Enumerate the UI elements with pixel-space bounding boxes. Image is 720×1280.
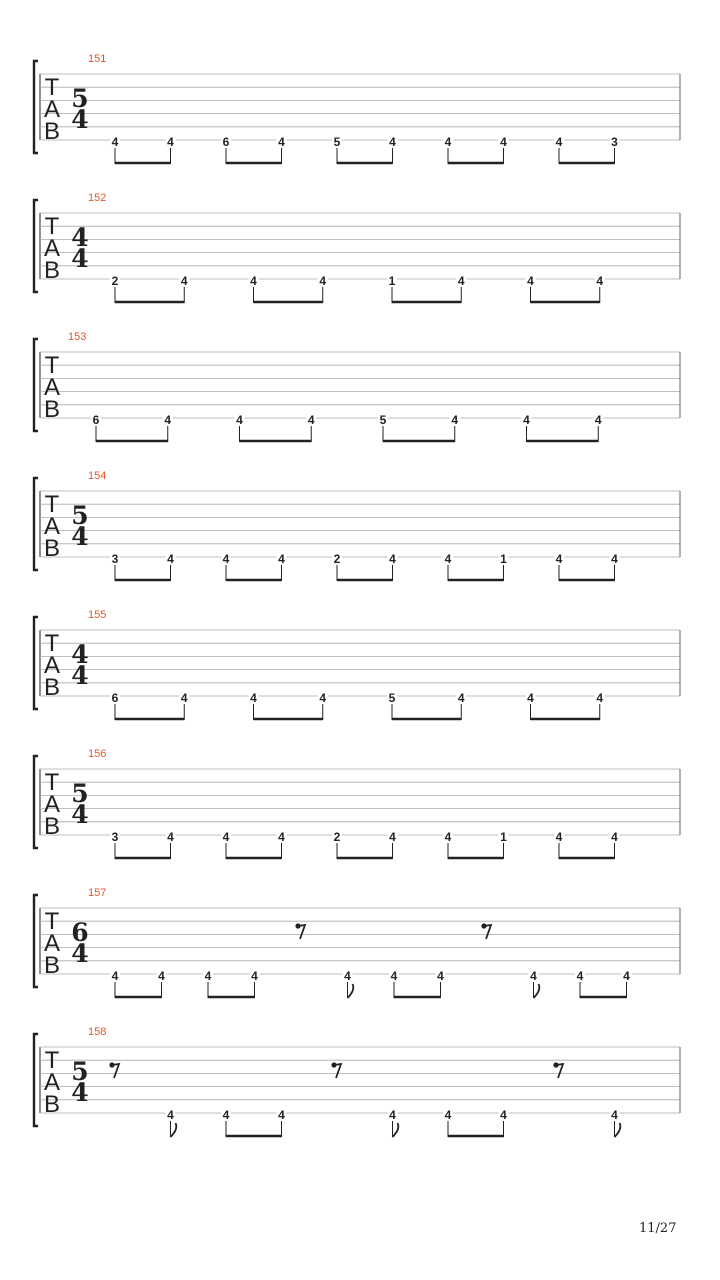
page-number: 11/27 xyxy=(639,1221,677,1236)
note-flag xyxy=(393,1123,399,1137)
note-flag xyxy=(171,1123,177,1137)
time-signature-top: 4 xyxy=(71,640,89,669)
note-flag xyxy=(615,1123,621,1137)
tab-clef-letter: A xyxy=(43,513,61,540)
eighth-rest xyxy=(481,923,491,939)
fret-number: 2 xyxy=(111,274,119,288)
system-bracket xyxy=(34,1034,38,1126)
fret-number: 4 xyxy=(167,830,174,844)
fret-number: 4 xyxy=(236,413,243,427)
fret-number: 4 xyxy=(527,274,534,288)
time-signature-bottom: 4 xyxy=(71,939,89,968)
fret-number: 4 xyxy=(307,413,315,427)
note-flag xyxy=(348,984,354,998)
fret-number: 4 xyxy=(278,135,285,149)
measure-number: 155 xyxy=(88,609,107,621)
tab-system xyxy=(34,748,680,859)
fret-number: 4 xyxy=(389,135,396,149)
time-signature-bottom: 4 xyxy=(71,105,89,134)
system-bracket xyxy=(34,756,38,848)
fret-number: 4 xyxy=(389,552,396,566)
fret-number: 4 xyxy=(444,135,452,149)
tab-clef-letter: B xyxy=(43,535,61,562)
fret-number: 6 xyxy=(222,135,230,149)
fret-number: 4 xyxy=(389,1108,396,1122)
fret-number: 4 xyxy=(250,274,257,288)
fret-number: 4 xyxy=(444,830,452,844)
fret-number: 4 xyxy=(319,691,327,705)
eighth-rest xyxy=(331,1062,341,1078)
fret-number: 4 xyxy=(180,274,188,288)
fret-number: 4 xyxy=(251,969,258,983)
tab-clef-letter: T xyxy=(44,213,60,240)
fret-number: 4 xyxy=(611,552,618,566)
tab-clef-letter: B xyxy=(43,813,61,840)
fret-number: 4 xyxy=(180,691,188,705)
fret-number: 4 xyxy=(451,413,459,427)
fret-number: 4 xyxy=(444,1108,452,1122)
fret-number: 4 xyxy=(344,969,351,983)
fret-number: 4 xyxy=(222,830,230,844)
time-signature-bottom: 4 xyxy=(71,661,89,690)
system-bracket xyxy=(34,895,38,987)
tab-clef-letter: B xyxy=(43,674,61,701)
time-signature-bottom: 4 xyxy=(71,244,89,273)
fret-number: 4 xyxy=(523,413,530,427)
fret-number: 4 xyxy=(457,274,465,288)
measure-number: 153 xyxy=(68,331,87,343)
fret-number: 1 xyxy=(388,274,396,288)
tab-clef-letter: T xyxy=(44,630,60,657)
time-signature-bottom: 4 xyxy=(71,522,89,551)
measure-number: 158 xyxy=(88,1026,107,1038)
fret-number: 4 xyxy=(596,691,604,705)
fret-number: 4 xyxy=(278,552,285,566)
tab-clef-letter: B xyxy=(43,1091,61,1118)
fret-number: 4 xyxy=(444,552,452,566)
fret-number: 4 xyxy=(111,969,119,983)
tab-clef-letter: T xyxy=(44,74,60,101)
fret-number: 5 xyxy=(379,413,387,427)
eighth-rest xyxy=(109,1062,119,1078)
time-signature-top: 6 xyxy=(71,918,89,947)
fret-number: 4 xyxy=(250,691,257,705)
fret-number: 4 xyxy=(437,969,444,983)
tab-clef-letter: B xyxy=(43,952,61,979)
tab-clef-letter: A xyxy=(43,96,61,123)
tab-clef-letter: A xyxy=(43,652,61,679)
fret-number: 3 xyxy=(111,552,119,566)
tab-clef-letter: T xyxy=(44,769,60,796)
fret-number: 4 xyxy=(158,969,165,983)
system-bracket xyxy=(34,617,38,709)
measure-number: 152 xyxy=(88,192,107,204)
fret-number: 5 xyxy=(333,135,341,149)
fret-number: 4 xyxy=(457,691,465,705)
fret-number: 4 xyxy=(623,969,630,983)
fret-number: 4 xyxy=(527,691,534,705)
tab-clef-letter: T xyxy=(44,491,60,518)
time-signature-top: 5 xyxy=(71,84,89,113)
time-signature-bottom: 4 xyxy=(71,1078,89,1107)
fret-number: 4 xyxy=(167,552,174,566)
fret-number: 4 xyxy=(596,274,604,288)
time-signature-bottom: 4 xyxy=(71,800,89,829)
time-signature-top: 4 xyxy=(71,223,89,252)
fret-number: 1 xyxy=(500,552,507,566)
time-signature-top: 5 xyxy=(71,1057,89,1086)
fret-number: 6 xyxy=(111,691,119,705)
system-bracket xyxy=(34,339,38,431)
fret-number: 4 xyxy=(611,830,618,844)
tab-clef-letter: T xyxy=(44,352,60,379)
fret-number: 4 xyxy=(530,969,537,983)
fret-number: 4 xyxy=(222,552,230,566)
tab-clef-letter: A xyxy=(43,791,61,818)
fret-number: 4 xyxy=(164,413,172,427)
fret-number: 1 xyxy=(500,830,507,844)
fret-number: 2 xyxy=(333,830,341,844)
tab-clef-letter: T xyxy=(44,1047,60,1074)
tab-clef-letter: A xyxy=(43,930,61,957)
tab-clef-letter: T xyxy=(44,908,60,935)
tab-system xyxy=(34,470,680,581)
system-bracket xyxy=(34,478,38,570)
measure-number: 154 xyxy=(88,470,107,482)
fret-number: 2 xyxy=(333,552,341,566)
fret-number: 3 xyxy=(111,830,119,844)
note-flag xyxy=(534,984,540,998)
fret-number: 4 xyxy=(204,969,212,983)
eighth-rest xyxy=(295,923,305,939)
tab-clef-letter: A xyxy=(43,235,61,262)
fret-number: 4 xyxy=(594,413,602,427)
tab-system xyxy=(34,53,680,164)
fret-number: 4 xyxy=(278,1108,285,1122)
measure-number: 151 xyxy=(88,53,107,65)
fret-number: 4 xyxy=(576,969,584,983)
fret-number: 3 xyxy=(611,135,618,149)
fret-number: 4 xyxy=(167,135,174,149)
fret-number: 6 xyxy=(92,413,100,427)
fret-number: 4 xyxy=(390,969,398,983)
tab-clef-letter: A xyxy=(43,1069,61,1096)
eighth-rest xyxy=(553,1062,563,1078)
measure-number: 156 xyxy=(88,748,107,760)
fret-number: 4 xyxy=(555,830,563,844)
measure-number: 157 xyxy=(88,887,107,899)
fret-number: 4 xyxy=(167,1108,174,1122)
tab-clef-letter: B xyxy=(43,396,61,423)
fret-number: 4 xyxy=(111,135,119,149)
tab-clef-letter: A xyxy=(43,374,61,401)
fret-number: 4 xyxy=(319,274,327,288)
tab-system xyxy=(34,887,680,998)
tab-clef-letter: B xyxy=(43,118,61,145)
tab-system xyxy=(34,1026,680,1137)
fret-number: 4 xyxy=(611,1108,618,1122)
fret-number: 4 xyxy=(500,135,507,149)
fret-number: 4 xyxy=(555,135,563,149)
fret-number: 4 xyxy=(222,1108,230,1122)
fret-number: 4 xyxy=(555,552,563,566)
system-bracket xyxy=(34,200,38,292)
fret-number: 5 xyxy=(388,691,396,705)
fret-number: 4 xyxy=(389,830,396,844)
tab-system xyxy=(34,331,680,442)
tab-clef-letter: B xyxy=(43,257,61,284)
fret-number: 4 xyxy=(500,1108,507,1122)
fret-number: 4 xyxy=(278,830,285,844)
time-signature-top: 5 xyxy=(71,779,89,808)
tab-system xyxy=(34,192,680,303)
time-signature-top: 5 xyxy=(71,501,89,530)
system-bracket xyxy=(34,61,38,153)
tab-system xyxy=(34,609,680,720)
